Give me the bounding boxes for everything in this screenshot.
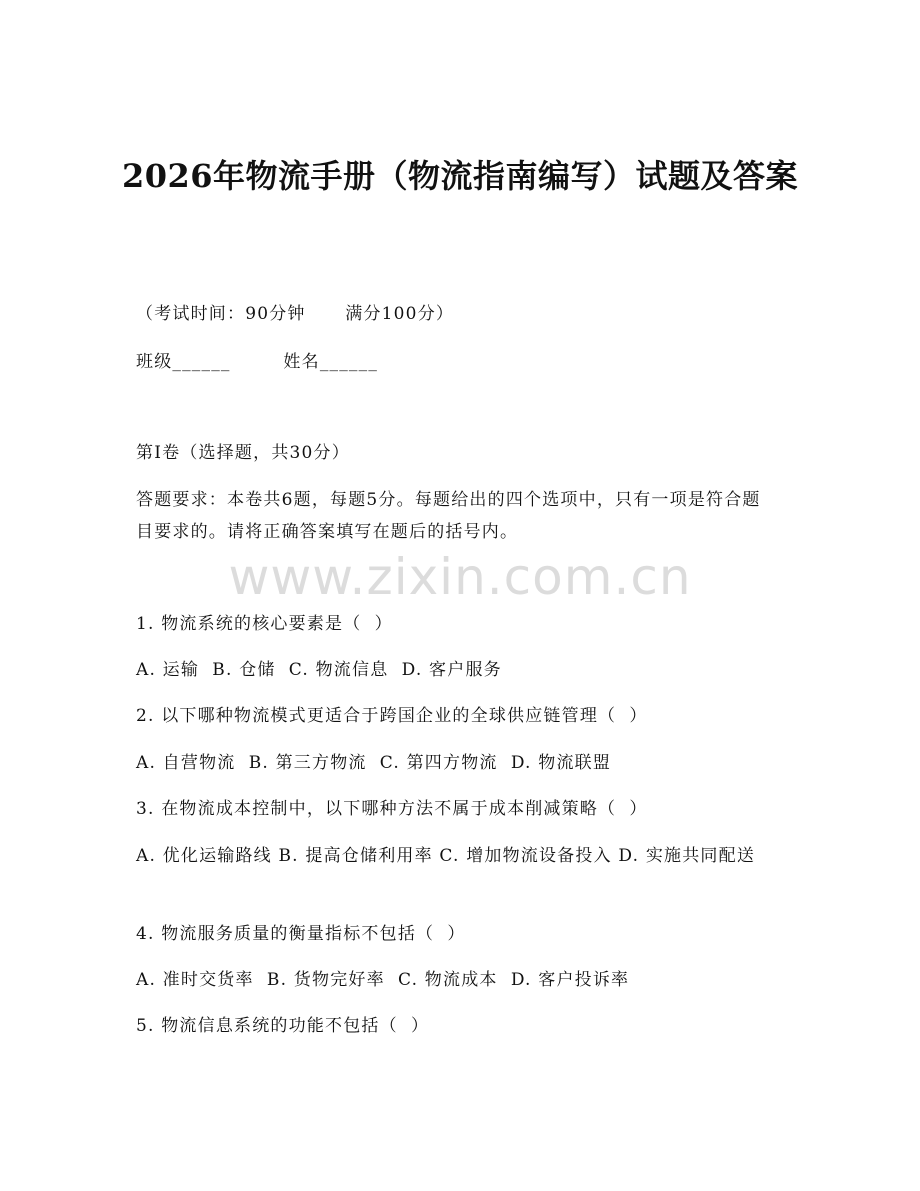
document-title: 2026年物流手册（物流指南编写）试题及答案 — [121, 157, 799, 195]
question-1-options: A. 运输 B. 仓储 C. 物流信息 D. 客户服务 — [136, 660, 502, 680]
class-name-line: 班级______ 姓名______ — [136, 352, 379, 372]
question-5: 5. 物流信息系统的功能不包括（ ） — [136, 1016, 430, 1036]
question-2-options: A. 自营物流 B. 第三方物流 C. 第四方物流 D. 物流联盟 — [136, 753, 612, 773]
question-3: 3. 在物流成本控制中，以下哪种方法不属于成本削减策略（ ） — [136, 799, 648, 819]
section-heading: 第I卷（选择题，共30分） — [136, 443, 350, 463]
instructions: 答题要求：本卷共6题，每题5分。每题给出的四个选项中，只有一项是符合题目要求的。请将正确答案填写在题后的括号内。 — [136, 490, 761, 542]
question-3-options: A. 优化运输路线 B. 提高仓储利用率 C. 增加物流设备投入 D. 实施共同配送 — [136, 846, 756, 866]
question-4: 4. 物流服务质量的衡量指标不包括（ ） — [136, 924, 466, 944]
exam-info: （考试时间：90分钟 满分100分） — [136, 304, 455, 324]
question-2: 2. 以下哪种物流模式更适合于跨国企业的全球供应链管理（ ） — [136, 706, 648, 726]
question-1: 1. 物流系统的核心要素是（ ） — [136, 614, 393, 634]
watermark: www.zixin.com.cn — [228, 548, 692, 606]
question-4-options: A. 准时交货率 B. 货物完好率 C. 物流成本 D. 客户投诉率 — [136, 970, 630, 990]
